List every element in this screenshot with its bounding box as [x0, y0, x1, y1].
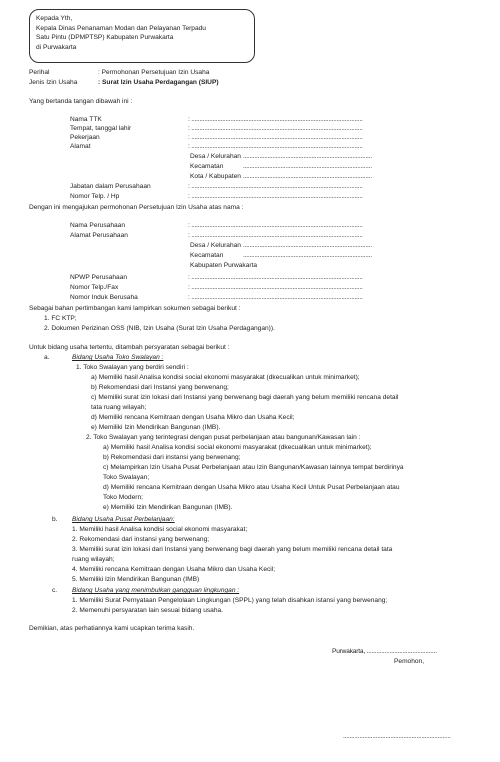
list-item: tata ruang wilayah; [91, 404, 147, 411]
list-item: a) Memiliki hasil Analisa kondisi social ekonomi masyarakat (dkecualikan untuk minimarket); [91, 374, 360, 381]
field-pekerjaan-label: Pekerjaan [70, 134, 100, 141]
signature-place-date: Purwakarta, ........................................... [332, 648, 437, 655]
section-c-marker: c. [52, 587, 58, 594]
company-kecamatan-dots: ............................................................................... [243, 252, 372, 259]
closing-text: Demikian, atas perhatiannya kami ucapkan terima kasih. [29, 625, 195, 632]
list-item: 2. Memenuhi persyaratan lain sesuai bidang usaha. [72, 607, 224, 614]
list-item: 4. Memiliki rencana Kemitraan dengan Usaha Mikro dan Usaha Kecil; [72, 566, 276, 573]
list-item: 5. Memiliki Izin Mendirikan Bangunan (IMB) [72, 576, 200, 583]
list-item: c) Memiliki surat izin lokasi dari Instansi yang berwenang bagi daerah yang belum memiliki rencana detail [91, 394, 399, 401]
field-ttl-dots: : ......................................................................................................... [188, 125, 363, 132]
field-kota-dots: ............................................................................... [243, 173, 372, 180]
field-pekerjaan-dots: : ......................................................................................................... [188, 134, 363, 141]
list-item: e) Memiliki Izin Mendirikan Bangunan (IMB). [91, 424, 221, 431]
field-desa-label: Desa / Kelurahan [190, 153, 241, 160]
field-kecamatan-dots: ............................................................................... [243, 163, 372, 170]
company-kecamatan-label: Kecamatan [190, 252, 224, 259]
company-kabupaten-label: Kabupaten Purwakarta [190, 262, 258, 269]
company-nama-dots: : ......................................................................................................... [188, 222, 363, 229]
field-kecamatan-label: Kecamatan [190, 163, 224, 170]
list-item: 3. Memiliki surat izin lokasi dari Instansi yang berwenang bagi daerah yang belum memiliki rencana detail tata [72, 546, 393, 553]
address-city: di Purwakarta [36, 44, 77, 51]
attachment-item: 2. Dokumen Perizinan OSS (NIB, Izin Usaha (Surat Izin Usaha Perdagangan)). [44, 325, 275, 332]
company-desa-dots: ............................................................................... [243, 242, 372, 249]
list-item: a) Memiliki hasil Analisa kondisi social ekonomi masyarakat (dkecualikan untuk minimarket); [103, 444, 372, 451]
company-nib-dots: : ......................................................................................................... [188, 294, 363, 301]
list-item: e) Memiliki Izin Mendirikan Bangunan (IMB). [103, 504, 233, 511]
section-a-marker: a. [44, 354, 50, 361]
section-b-marker: b. [52, 516, 58, 523]
field-telp-dots: : ......................................................................................................... [188, 193, 363, 200]
address-recipient-cont: Satu Pintu (DPMPTSP) Kabupaten Purwakarta [36, 34, 174, 41]
list-item: c) Melampirkan Izin Usaha Pusat Perbelanjaan atau Izin Bangunan/Kawasan lainnya tempat berdirinya [103, 464, 404, 471]
company-alamat-dots: : ......................................................................................................... [188, 232, 363, 239]
attachment-item: 1. FC KTP; [44, 315, 77, 322]
jenis-izin-label: Jenis Izin Usaha [29, 79, 78, 86]
field-jabatan-dots: : ......................................................................................................... [188, 183, 363, 190]
field-desa-dots: ............................................................................... [243, 153, 372, 160]
list-item: ruang wilayah; [72, 556, 115, 563]
list-item: 1. Memiliki Surat Pernyataan Pengelolaan Lingkungan (SPPL) yang telah disahkan istansi yang berwenang; [72, 597, 388, 604]
field-jabatan-label: Jabatan dalam Perusahaan [70, 183, 151, 190]
company-nib-label: Nomor Induk Berusaha [70, 294, 138, 301]
company-telp-dots: : ......................................................................................................... [188, 284, 363, 291]
field-telp-label: Nomor Telp. / Hp [70, 193, 120, 200]
list-item: d) Memiliki rencana Kemitraan dengan Usaha Mikro dan Usaha Kecil; [91, 414, 295, 421]
field-alamat-label: Alamat [70, 143, 91, 150]
field-nama-dots: : ......................................................................................................... [188, 116, 363, 123]
company-npwp-label: NPWP Perusahaan [70, 274, 128, 281]
field-nama-label: Nama TTK [70, 116, 102, 123]
perihal-value: : Permohonan Persetujuan Izin Usaha [98, 69, 210, 76]
list-item: 2. Rekomendasi dari instansi yang berwenang; [72, 536, 210, 543]
list-item: b) Rekomendasi dari Instansi yang berwenang; [91, 384, 229, 391]
jenis-izin-value: : Surat Izin Usaha Perdagangan (SIUP) [98, 79, 219, 86]
intro-text: Yang bertanda tangan dibawah ini : [29, 98, 133, 105]
perihal-label: Perihal [29, 69, 50, 76]
address-greeting: Kepada Yth, [36, 15, 73, 22]
company-desa-label: Desa / Kelurahan [190, 242, 241, 249]
section-a1-title: 1. Toko Swalayan yang berdiri sendiri : [76, 364, 189, 371]
list-item: d) Memiliki rencana Kemitraan dengan Usaha Mikro atau Usaha Kecil Untuk Pusat Perbelanjaan atau [103, 484, 400, 491]
section-a-title: Bidang Usaha Toko Swalayan : [72, 354, 164, 361]
signature-name-line: .................................................................. [343, 733, 451, 740]
field-kota-label: Kota / Kabupaten [190, 173, 241, 180]
company-alamat-label: Alamat Perusahaan [70, 232, 128, 239]
company-telp-label: Nomor Telp./Fax [70, 284, 119, 291]
field-ttl-label: Tempat, tanggal lahir [70, 125, 132, 132]
list-item: Toko Swalayan; [103, 474, 150, 481]
section-a2-title: 2. Toko Swalayan yang terintegrasi dengan pusat perbelanjaan atau bangunan/Kawasan lain : [86, 434, 361, 441]
attachments-intro: Sebagai bahan pertimbangan kami lampirkan sokumen sebagai berikut : [29, 305, 241, 312]
section-c-title: Bidang Usaha yang menimbulkan gangguan lingkungan : [72, 587, 240, 594]
field-alamat-dots: : ......................................................................................................... [188, 143, 363, 150]
request-text: Dengan ini mengajukan permohonan Persetujuan Izin Usaha atas nama : [29, 204, 244, 211]
section-b-title: Bidang Usaha Pusat Perbelanjaan: [72, 516, 175, 523]
address-recipient: Kepala Dinas Penanaman Modan dan Pelayanan Terpadu [36, 25, 206, 32]
requirements-intro: Untuk bidang usaha tertentu, ditambah persyaratan sebagai berikut : [29, 344, 230, 351]
list-item: b) Rekomendasi dari instansi yang berwenang; [103, 454, 241, 461]
company-npwp-dots: : ......................................................................................................... [188, 274, 363, 281]
list-item: Toko Modern; [103, 494, 143, 501]
signature-pemohon: Pemohon, [394, 658, 425, 665]
company-nama-label: Nama Perusahaan [70, 222, 125, 229]
list-item: 1. Memiliki hasil Analisa kondisi social ekonomi masyarakat; [72, 526, 248, 533]
